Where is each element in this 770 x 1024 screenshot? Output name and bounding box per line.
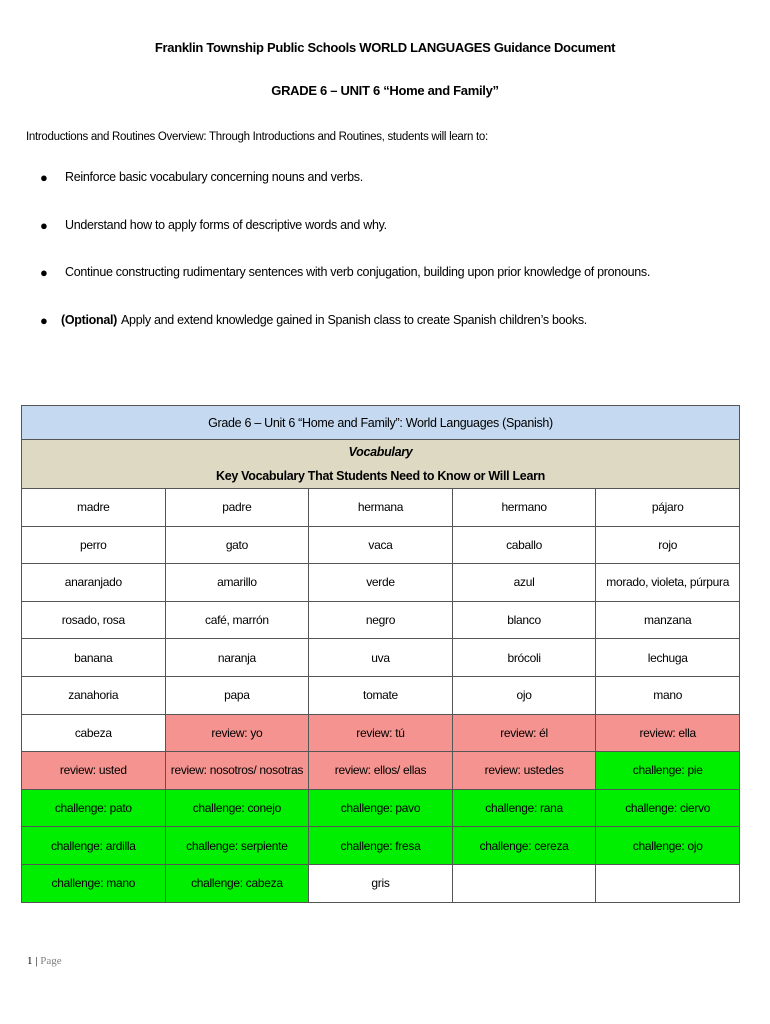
vocab-cell: review: ellos/ ellas xyxy=(309,752,453,790)
vocab-cell: pájaro xyxy=(596,489,740,527)
vocabulary-body xyxy=(22,489,740,903)
vocab-cell: challenge: mano xyxy=(22,864,166,902)
vocab-cell: rojo xyxy=(596,526,740,564)
list-item xyxy=(40,265,650,313)
vocab-cell xyxy=(452,864,596,902)
vocab-cell: rosado, rosa xyxy=(22,601,166,639)
vocab-cell: challenge: ciervo xyxy=(596,789,740,827)
unit-title: GRADE 6 – UNIT 6 “Home and Family” xyxy=(271,83,499,98)
vocabulary-table xyxy=(21,405,740,903)
vocab-cell: challenge: pavo xyxy=(309,789,453,827)
list-item xyxy=(40,218,650,266)
vocab-cell: anaranjado xyxy=(22,564,166,602)
section-title: Vocabulary xyxy=(348,445,413,459)
vocab-cell xyxy=(596,864,740,902)
overview-text: Introductions and Routines Overview: Through Introductions and Routines, students will learn to: xyxy=(26,131,488,143)
table-row xyxy=(22,601,740,639)
bullet-icon: ● xyxy=(40,265,48,280)
vocab-cell: papa xyxy=(165,676,309,714)
vocab-cell: gato xyxy=(165,526,309,564)
list-item xyxy=(40,313,650,361)
vocab-cell: hermano xyxy=(452,489,596,527)
table-row xyxy=(22,489,740,527)
vocab-cell: vaca xyxy=(309,526,453,564)
page-label: Page xyxy=(40,955,62,967)
vocab-cell: review: nosotros/ nosotras xyxy=(165,752,309,790)
vocab-cell: mano xyxy=(596,676,740,714)
vocab-cell: challenge: pato xyxy=(22,789,166,827)
page-separator: | xyxy=(32,955,41,967)
table-row xyxy=(22,676,740,714)
vocab-cell: blanco xyxy=(452,601,596,639)
vocab-cell: review: él xyxy=(452,714,596,752)
table-section-header xyxy=(22,440,740,489)
vocab-cell: banana xyxy=(22,639,166,677)
vocab-cell: madre xyxy=(22,489,166,527)
table-row xyxy=(22,827,740,865)
bullet-text: Apply and extend knowledge gained in Spanish class to create Spanish children’s books. xyxy=(121,312,587,327)
vocab-cell: morado, violeta, púrpura xyxy=(596,564,740,602)
page-footer xyxy=(27,955,62,967)
learning-goals-list xyxy=(40,170,650,360)
vocab-cell: zanahoria xyxy=(22,676,166,714)
vocab-cell: review: yo xyxy=(165,714,309,752)
vocab-cell: challenge: fresa xyxy=(309,827,453,865)
vocab-cell: tomate xyxy=(309,676,453,714)
page-number: 1 xyxy=(27,955,33,967)
section-subtitle: Key Vocabulary That Students Need to Know or Will Learn xyxy=(215,469,546,483)
vocab-cell: challenge: cabeza xyxy=(165,864,309,902)
bullet-text: Reinforce basic vocabulary concerning nouns and verbs. xyxy=(65,170,363,184)
list-item xyxy=(40,170,650,218)
vocab-cell: negro xyxy=(309,601,453,639)
table-row xyxy=(22,564,740,602)
vocab-cell: challenge: conejo xyxy=(165,789,309,827)
vocab-cell: brócoli xyxy=(452,639,596,677)
vocab-cell: challenge: rana xyxy=(452,789,596,827)
vocab-cell: caballo xyxy=(452,526,596,564)
bullet-text: Understand how to apply forms of descriptive words and why. xyxy=(65,217,387,232)
vocab-cell: review: ella xyxy=(596,714,740,752)
document-title: Franklin Township Public Schools WORLD LANGUAGES Guidance Document xyxy=(154,40,616,55)
vocab-cell: café, marrón xyxy=(165,601,309,639)
vocab-cell: padre xyxy=(165,489,309,527)
table-row xyxy=(22,714,740,752)
table-row xyxy=(22,639,740,677)
bullet-icon: ● xyxy=(40,217,48,233)
vocab-cell: challenge: ojo xyxy=(596,827,740,865)
bullet-icon: ● xyxy=(40,170,48,185)
vocab-cell: uva xyxy=(309,639,453,677)
vocab-cell: review: usted xyxy=(22,752,166,790)
vocab-cell: amarillo xyxy=(165,564,309,602)
bullet-text: Continue constructing rudimentary sentences with verb conjugation, building upon prior knowledge of pronouns. xyxy=(65,265,651,279)
vocab-cell: verde xyxy=(309,564,453,602)
vocab-cell: review: tú xyxy=(309,714,453,752)
bullet-icon: ● xyxy=(40,312,48,328)
table-row xyxy=(22,864,740,902)
vocab-cell: challenge: serpiente xyxy=(165,827,309,865)
vocab-cell: challenge: pie xyxy=(596,752,740,790)
vocab-cell: gris xyxy=(309,864,453,902)
table-row xyxy=(22,752,740,790)
vocab-cell: manzana xyxy=(596,601,740,639)
vocab-cell: lechuga xyxy=(596,639,740,677)
vocab-cell: azul xyxy=(452,564,596,602)
vocab-cell: naranja xyxy=(165,639,309,677)
vocab-cell: perro xyxy=(22,526,166,564)
vocab-cell: cabeza xyxy=(22,714,166,752)
table-row xyxy=(22,789,740,827)
table-row xyxy=(22,526,740,564)
vocab-cell: review: ustedes xyxy=(452,752,596,790)
vocab-cell: hermana xyxy=(309,489,453,527)
vocab-cell: challenge: cereza xyxy=(452,827,596,865)
table-title: Grade 6 – Unit 6 “Home and Family”: World Languages (Spanish) xyxy=(22,406,740,440)
bullet-bold: (Optional) xyxy=(61,312,118,327)
vocab-cell: challenge: ardilla xyxy=(22,827,166,865)
vocab-cell: ojo xyxy=(452,676,596,714)
